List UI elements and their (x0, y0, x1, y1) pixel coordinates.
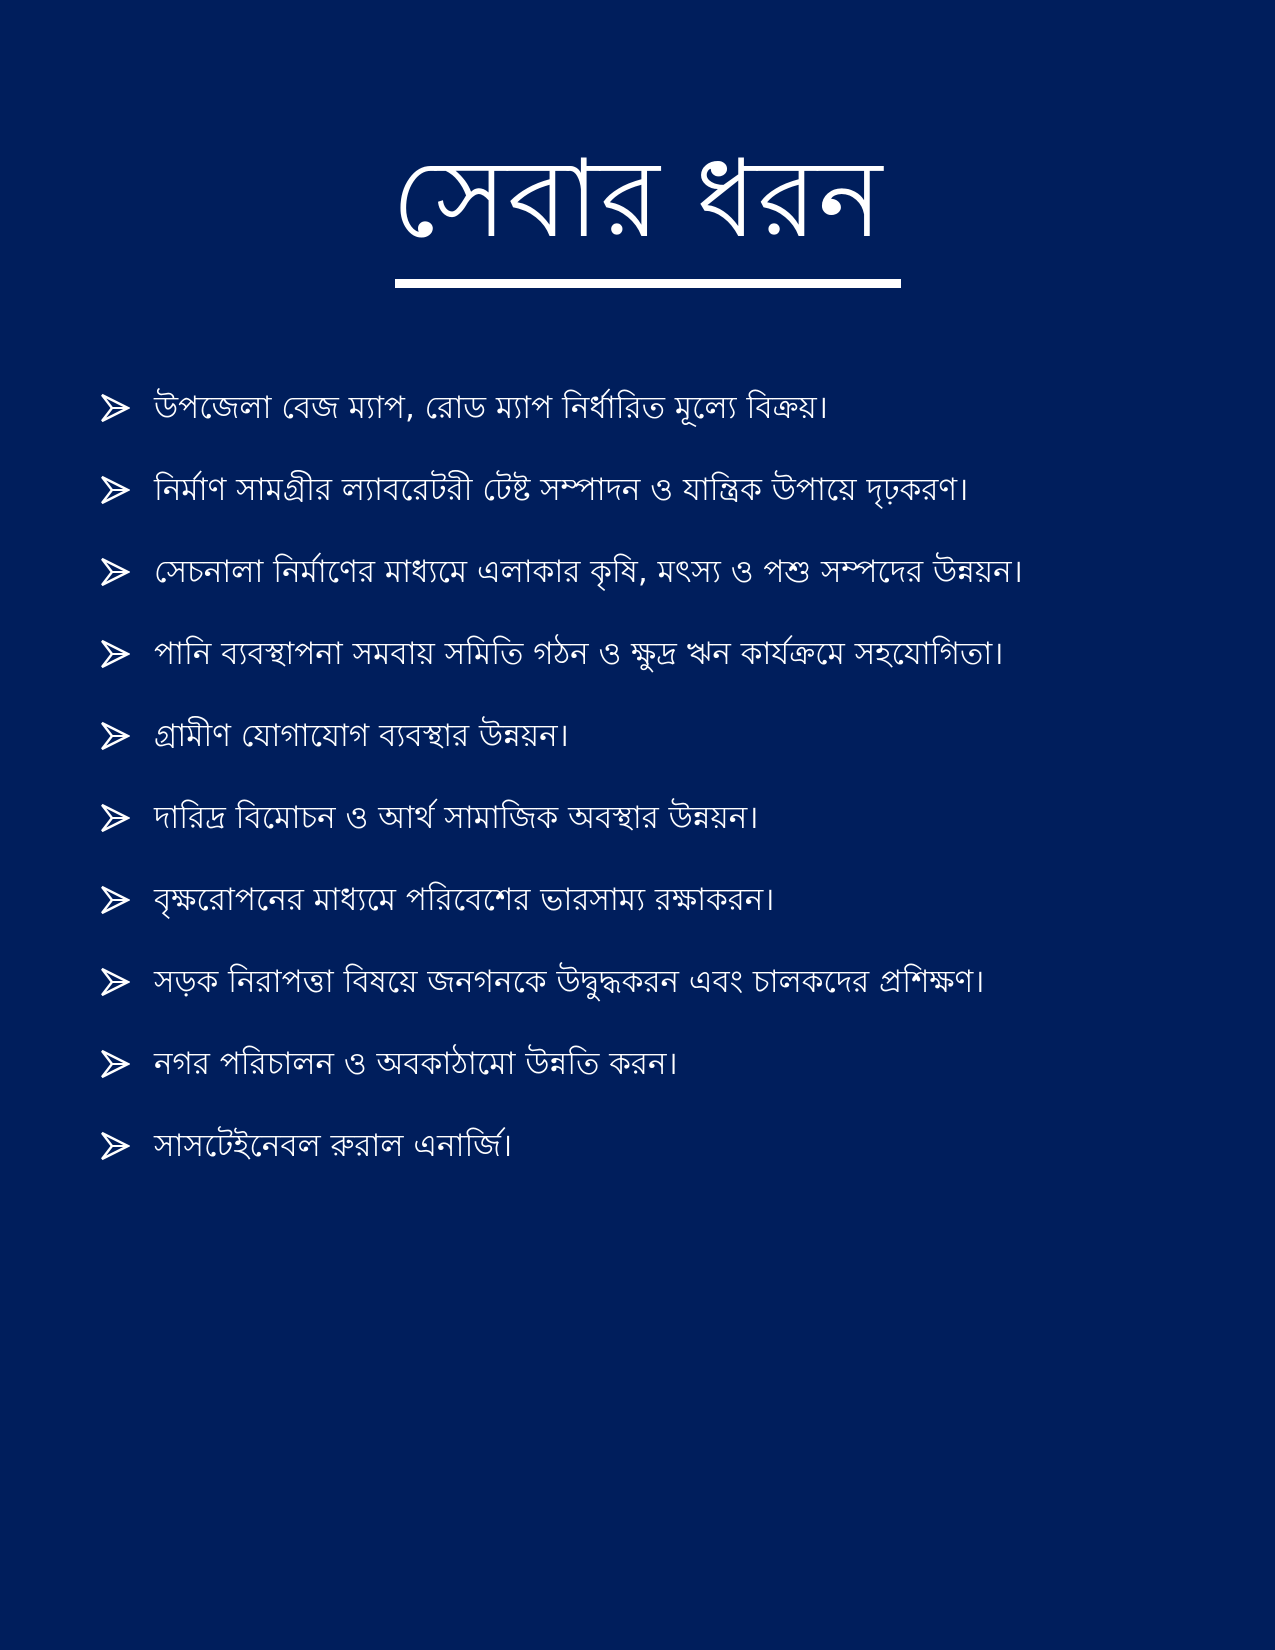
arrowhead-bullet-icon (100, 388, 154, 428)
service-list-item (100, 859, 1250, 941)
service-list-item (100, 531, 1250, 613)
arrowhead-bullet-icon (100, 552, 154, 592)
arrowhead-bullet-icon (100, 962, 154, 1002)
service-text: উপজেলা বেজ ম্যাপ, রোড ম্যাপ নির্ধারিত মূল্যে বিক্রয়। (154, 390, 828, 426)
arrowhead-bullet-icon (100, 634, 154, 674)
service-list-item (100, 695, 1250, 777)
service-list-item (100, 367, 1250, 449)
service-text: বৃক্ষরোপনের মাধ্যমে পরিবেশের ভারসাম্য রক্ষাকরন। (154, 882, 775, 918)
arrowhead-bullet-icon (100, 1044, 154, 1084)
arrowhead-bullet-icon (100, 470, 154, 510)
service-text: পানি ব্যবস্থাপনা সমবায় সমিতি গঠন ও ক্ষুদ্র ঋন কার্যক্রমে সহযোগিতা। (154, 636, 1004, 672)
page-title: সেবার ধরন (391, 137, 884, 262)
service-text: দারিদ্র বিমোচন ও আর্থ সামাজিক অবস্থার উন্নয়ন। (154, 800, 759, 836)
service-list (100, 367, 1250, 1187)
service-list-item (100, 1105, 1250, 1187)
service-text: সড়ক নিরাপত্তা বিষয়ে জনগনকে উদ্বুদ্ধকরন এবং চালকদের প্রশিক্ষণ। (154, 964, 985, 1000)
service-text: সেচনালা নির্মাণের মাধ্যমে এলাকার কৃষি, মৎস্য ও পশু সম্পদের উন্নয়ন। (154, 554, 1023, 590)
arrowhead-bullet-icon (100, 798, 154, 838)
title-container (0, 130, 1275, 270)
service-text: গ্রামীণ যোগাযোগ ব্যবস্থার উন্নয়ন। (154, 718, 569, 754)
service-list-item (100, 941, 1250, 1023)
arrowhead-bullet-icon (100, 880, 154, 920)
arrowhead-bullet-icon (100, 716, 154, 756)
service-list-item (100, 1023, 1250, 1105)
title-underline (395, 279, 901, 288)
service-list-item (100, 449, 1250, 531)
service-text: সাসটেইনেবল রুরাল এনার্জি। (154, 1128, 513, 1164)
service-list-item (100, 613, 1250, 695)
service-list-item (100, 777, 1250, 859)
service-text: নগর পরিচালন ও অবকাঠামো উন্নতি করন। (154, 1046, 678, 1082)
service-text: নির্মাণ সামগ্রীর ল্যাবরেটরী টেষ্ট সম্পাদন ও যান্ত্রিক উপায়ে দৃঢ়করণ। (154, 472, 969, 508)
arrowhead-bullet-icon (100, 1126, 154, 1166)
